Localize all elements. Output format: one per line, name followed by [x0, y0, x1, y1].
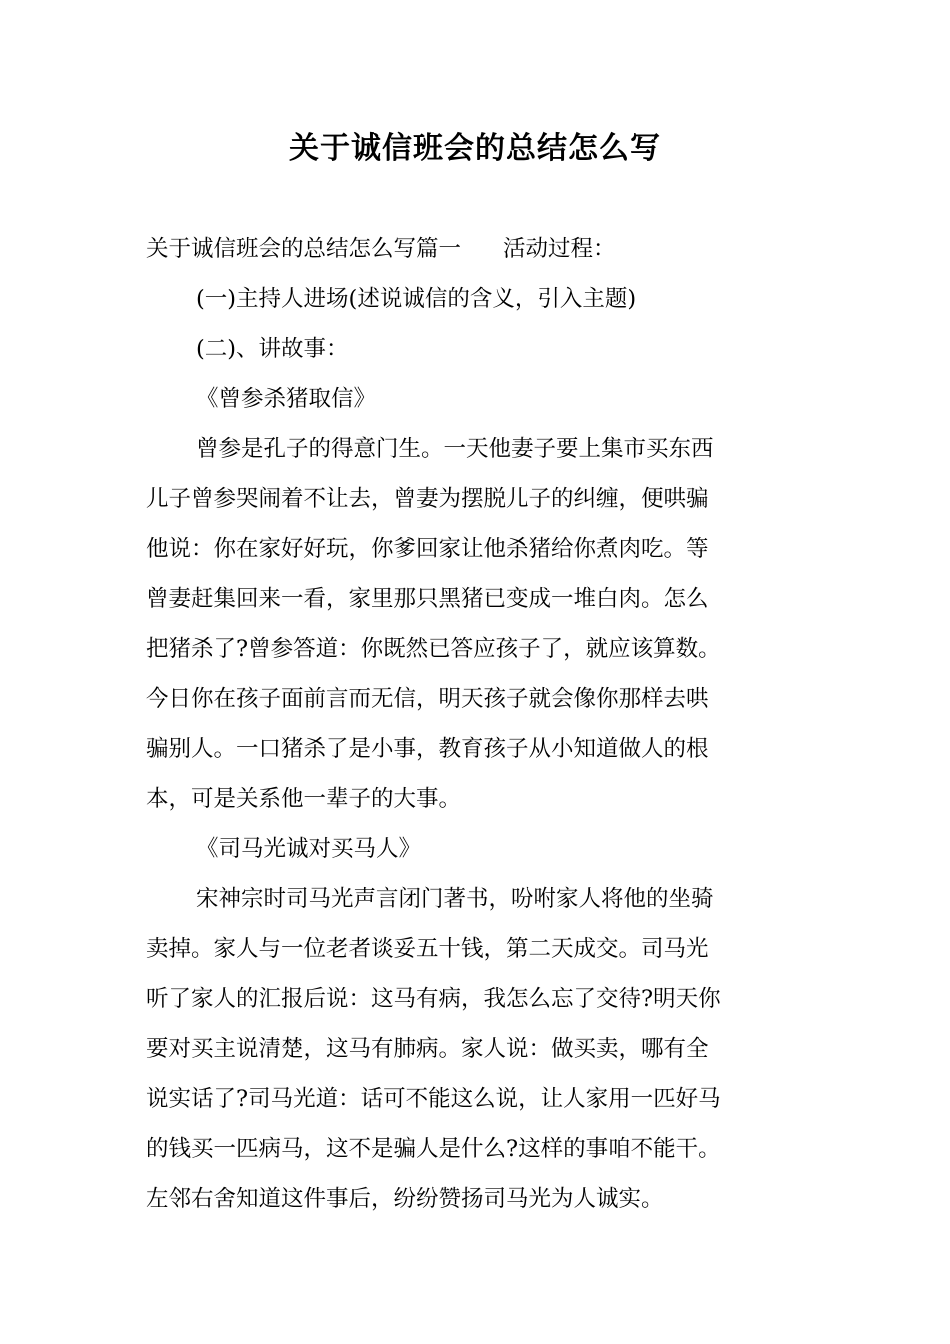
- part-label: 关于诚信班会的总结怎么写篇一: [146, 236, 462, 262]
- paragraph-line: 左邻右舍知道这件事后，纷纷赞扬司马光为人诚实。: [146, 1186, 664, 1212]
- intro-line: [146, 224, 810, 274]
- paragraph-line: 宋神宗时司马光声言闭门著书，吩咐家人将他的坐骑: [196, 886, 714, 912]
- section-heading-host: (一)主持人进场(述说诚信的含义，引入主题): [196, 286, 637, 312]
- section-heading-stories: (二)、讲故事：: [196, 336, 349, 362]
- paragraph-line: 把猪杀了?曾参答道：你既然已答应孩子了，就应该算数。: [146, 636, 721, 662]
- paragraph-line: 说实话了?司马光道：话可不能这么说，让人家用一匹好马: [146, 1086, 721, 1112]
- paragraph-line: 的钱买一匹病马，这不是骗人是什么?这样的事咱不能干。: [146, 1136, 721, 1162]
- document-title: 关于诚信班会的总结怎么写: [289, 131, 661, 166]
- story-title-simaguang: 《司马光诚对买马人》: [196, 836, 422, 862]
- paragraph-line: 儿子曾参哭闹着不让去，曾妻为摆脱儿子的纠缠，便哄骗: [146, 486, 709, 512]
- paragraph-line: 听了家人的汇报后说：这马有病，我怎么忘了交待?明天你: [146, 986, 721, 1012]
- paragraph-line: 要对买主说清楚，这马有肺病。家人说：做买卖，哪有全: [146, 1036, 709, 1062]
- paragraph-line: 他说：你在家好好玩，你爹回家让他杀猪给你煮肉吃。等: [146, 536, 709, 562]
- story-title-zengshen: 《曾参杀猪取信》: [196, 386, 377, 412]
- section-label: 活动过程：: [503, 236, 616, 262]
- document-body: [146, 224, 810, 1224]
- paragraph-line: 卖掉。家人与一位老者谈妥五十钱，第二天成交。司马光: [146, 936, 709, 962]
- paragraph-line: 曾妻赶集回来一看，家里那只黑猪已变成一堆白肉。怎么: [146, 586, 709, 612]
- paragraph-line: 今日你在孩子面前言而无信，明天孩子就会像你那样去哄: [146, 686, 709, 712]
- paragraph-line: 骗别人。一口猪杀了是小事，教育孩子从小知道做人的根: [146, 736, 709, 762]
- paragraph-line: 曾参是孔子的得意门生。一天他妻子要上集市买东西: [196, 436, 714, 462]
- paragraph-line: 本，可是关系他一辈子的大事。: [146, 786, 462, 812]
